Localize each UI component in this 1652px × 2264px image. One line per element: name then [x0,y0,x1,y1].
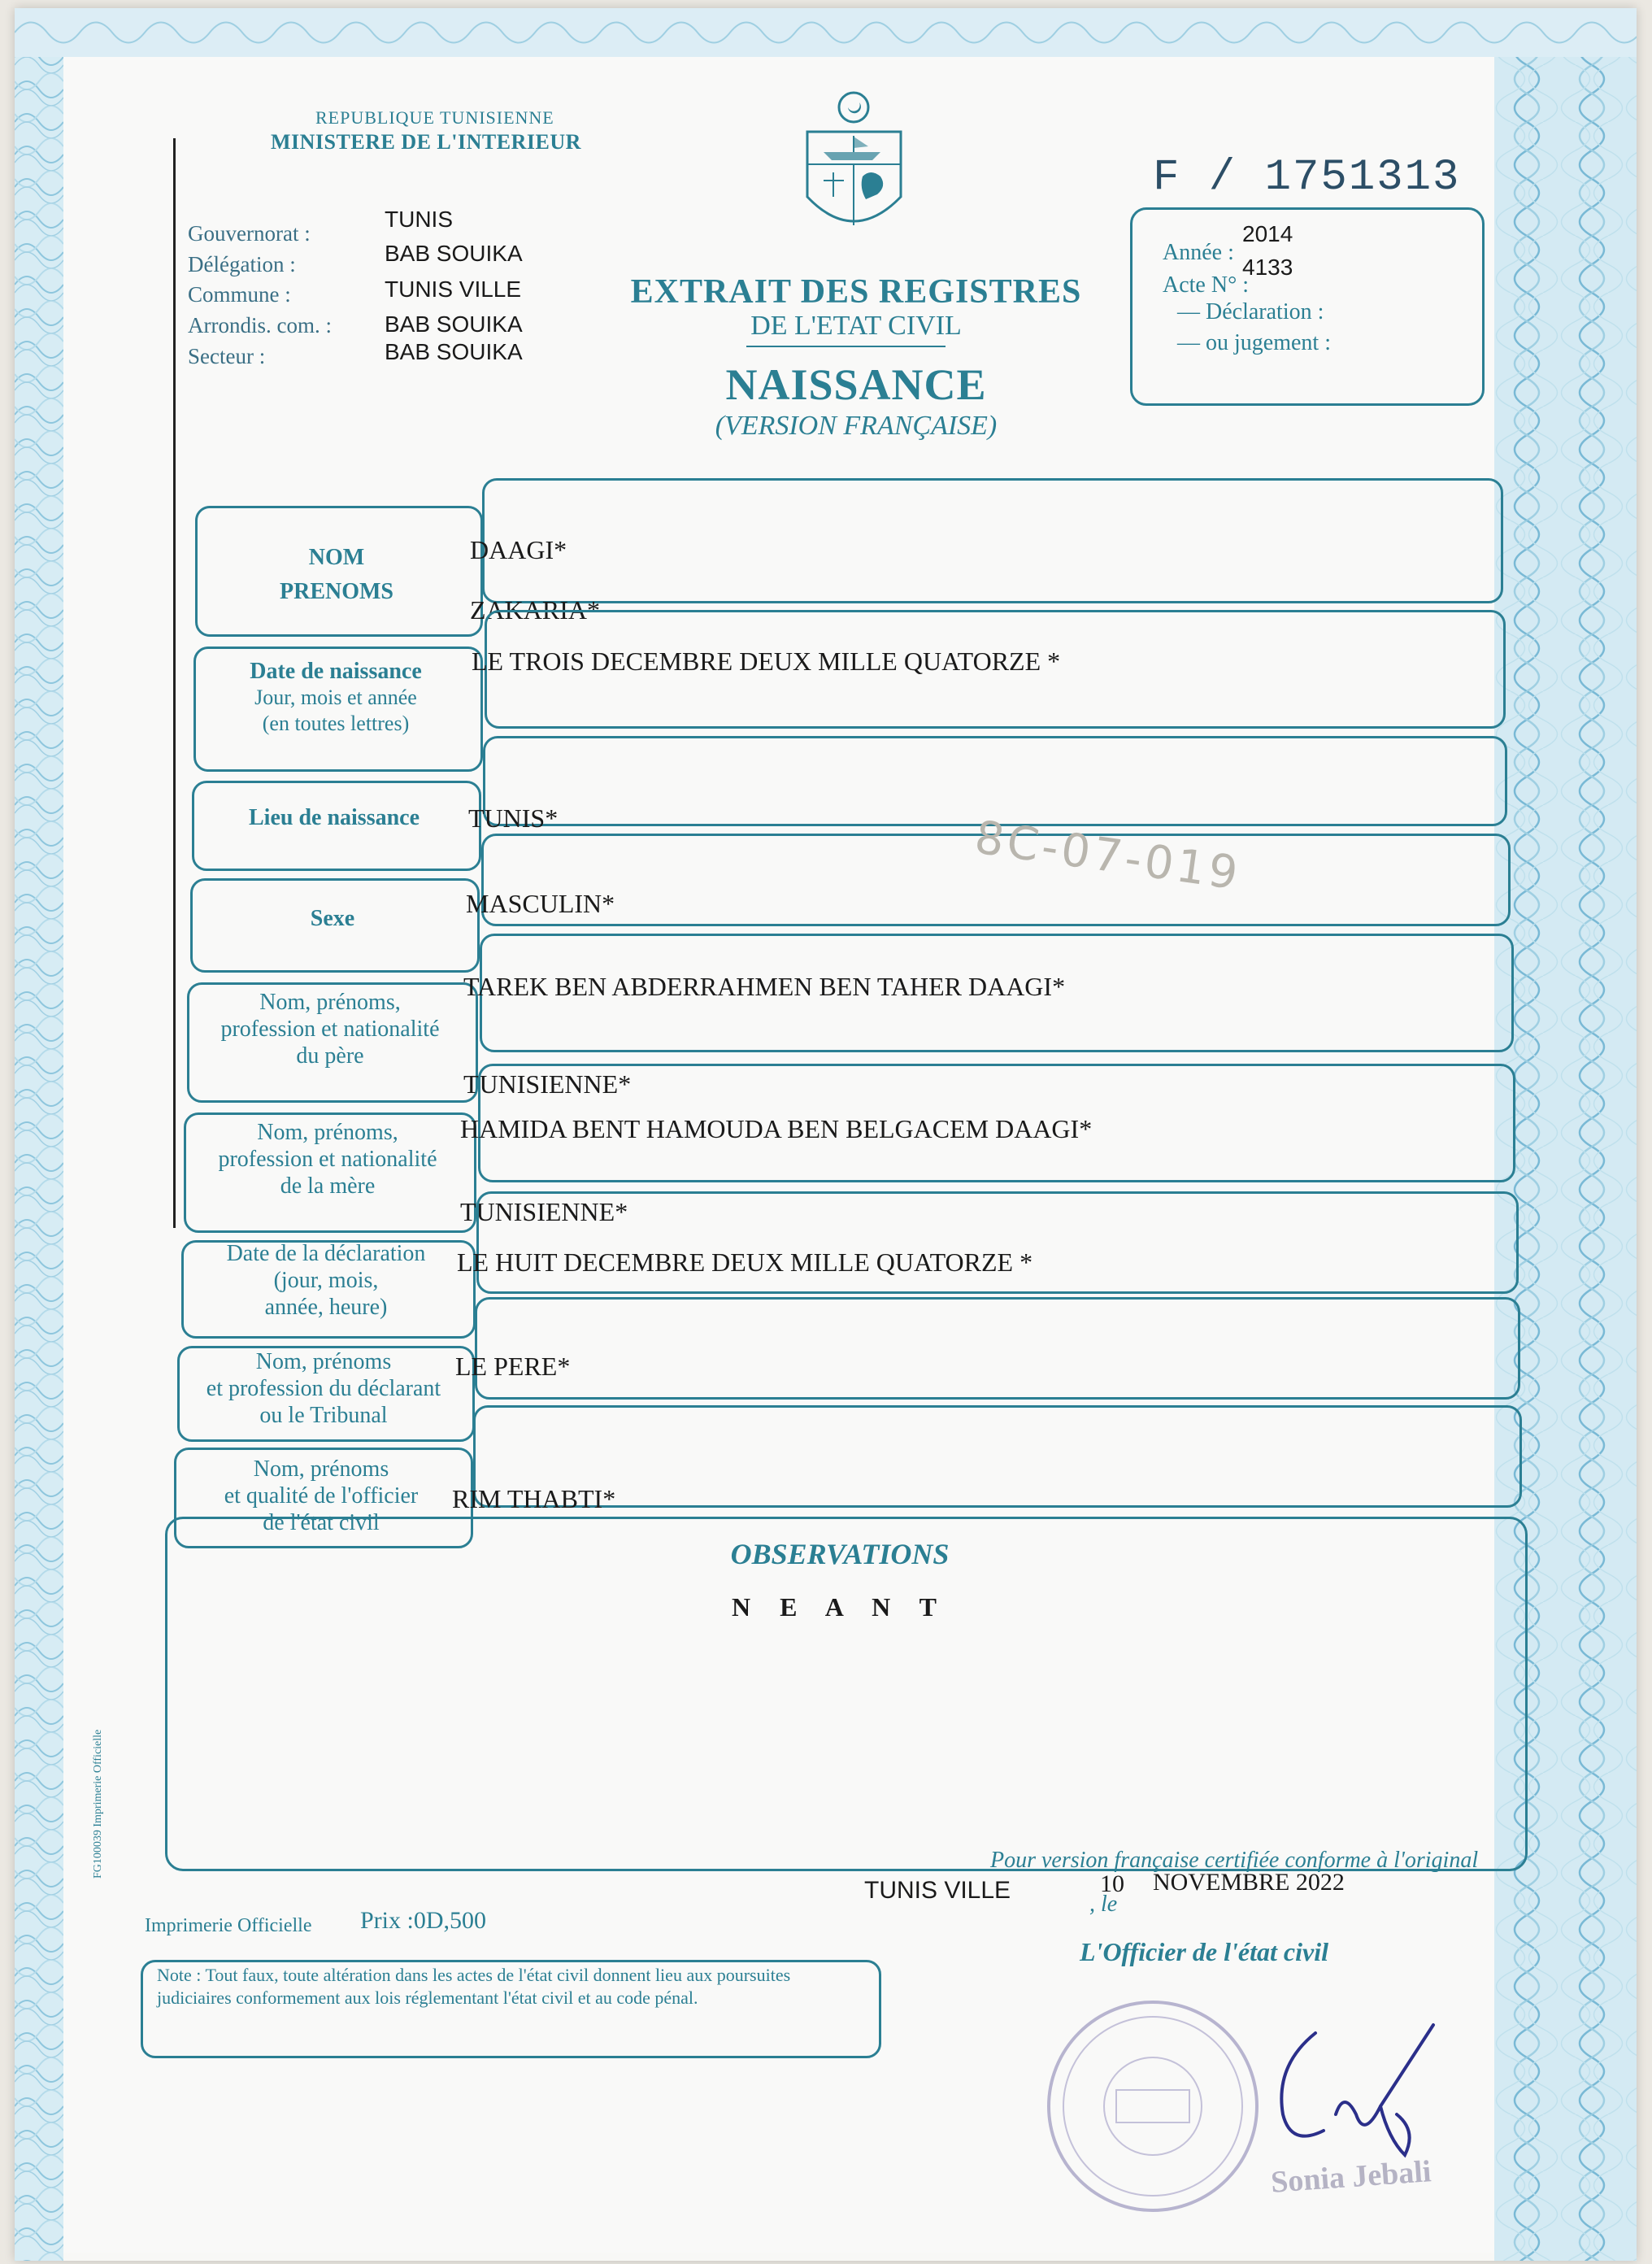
label-declaration-1: Date de la déclaration [226,1241,426,1266]
label-mere-1: Nom, prénoms, [257,1120,398,1145]
footer-le: , le [1089,1892,1118,1917]
admin-value-commune: TUNIS VILLE [385,276,522,302]
serial-number: F / 1751313 [1153,153,1461,202]
row-nom-value-box [482,478,1503,603]
value-nom: DAAGI* [470,535,567,564]
signer-name: Sonia Jebali [1269,2154,1432,2200]
value-pere-nom: TAREK BEN ABDERRAHMEN BEN TAHER DAAGI* [463,972,1066,1001]
admin-value-secteur: BAB SOUIKA [385,339,523,364]
admin-value-delegation: BAB SOUIKA [385,241,523,266]
label-mere-2: profession et nationalité [218,1147,437,1172]
admin-label-delegation: Délégation : [188,252,296,276]
admin-label-gouvernorat: Gouvernorat : [188,221,311,246]
admin-value-arrondissement: BAB SOUIKA [385,311,523,337]
tunisia-coat-of-arms-icon [791,83,917,246]
label-declaration-3: année, heure) [264,1295,388,1320]
label-sexe: Sexe [310,906,355,931]
officer-title: L'Officier de l'état civil [1080,1937,1328,1966]
acte-annee-label: Année : [1163,240,1234,265]
acte-annee-value: 2014 [1242,221,1293,246]
label-declarant-1: Nom, prénoms [255,1349,392,1374]
label-date-naissance-sub2: (en toutes lettres) [262,712,410,735]
title-version-francaise: (VERSION FRANÇAISE) [715,411,998,441]
value-date-declaration: LE HUIT DECEMBRE DEUX MILLE QUATORZE * [457,1247,1033,1277]
row-pere-label [187,989,473,1069]
label-pere-1: Nom, prénoms, [259,990,401,1015]
row-declaration-value-box [476,1191,1519,1294]
title-underline [746,346,946,347]
label-pere-3: du père [296,1043,364,1069]
label-prenoms: PRENOMS [280,579,393,604]
value-prenoms: ZAKARIA* [470,595,600,625]
value-declarant: LE PERE* [455,1352,571,1381]
label-mere-3: de la mère [280,1173,376,1199]
label-officier-3: de l'état civil [263,1510,380,1535]
row-declaration-label [181,1240,471,1321]
label-declarant-2: et profession du déclarant [206,1376,441,1401]
acte-jugement-label: — ou jugement : [1177,330,1331,355]
row-nom-label [195,541,478,609]
value-date-naissance: LE TROIS DECEMBRE DEUX MILLE QUATORZE * [472,647,1061,676]
official-stamp-icon [1039,1992,1267,2220]
side-print-code: FG100039 Imprimerie Officielle [92,1729,104,1879]
value-officier: RIM THABTI* [452,1484,616,1513]
value-sexe: MASCULIN* [466,889,615,918]
admin-label-arrondissement: Arrondis. com. : [188,313,332,337]
title-naissance: NAISSANCE [725,360,987,409]
row-declarant-label [177,1348,470,1429]
top-guilloche-border [15,8,1637,57]
admin-value-gouvernorat: TUNIS [385,207,453,232]
title-extrait: EXTRAIT DES REGISTRES [630,273,1082,311]
row-mere-label [184,1119,472,1199]
left-guilloche-border [15,8,63,2261]
label-pere-2: profession et nationalité [220,1017,440,1042]
acte-declaration-label: — Déclaration : [1177,299,1324,324]
certified-conforme: Pour version française certifiée conforme à l'original [990,1848,1479,1873]
row-declarant-value-box [475,1297,1520,1400]
ministry-label: MINISTERE DE L'INTERIEUR [271,130,581,154]
label-date-naissance-sub1: Jour, mois et année [254,686,417,709]
footer-month-year: NOVEMBRE 2022 [1153,1869,1345,1896]
document-sheet [15,8,1637,2261]
legal-note: Note : Tout faux, toute altération dans les actes de l'état civil donnent lieu aux poursuites judiciaires conformement aux lois réglementant l'état civil et au code pénal. [157,1965,791,2008]
label-officier-2: et qualité de l'officier [224,1483,419,1509]
left-margin-rule [173,138,176,1228]
observations-value: N E A N T [732,1592,948,1622]
pencil-annotation: 8C-07-019 [972,811,1245,901]
footer-day: 10 [1100,1870,1124,1897]
label-officier-1: Nom, prénoms [253,1456,389,1482]
label-declarant-3: ou le Tribunal [259,1403,388,1428]
label-lieu-naissance: Lieu de naissance [248,805,420,830]
officer-signature-icon [1267,2017,1478,2163]
title-etat-civil: DE L'ETAT CIVIL [750,311,962,341]
admin-label-commune: Commune : [188,282,291,307]
observations-title: OBSERVATIONS [730,1538,950,1570]
footer-place: TUNIS VILLE [864,1877,1011,1904]
acte-number-label: Acte N° : [1163,272,1250,298]
label-nom: NOM [308,545,365,570]
row-date-naissance-label [193,659,478,737]
admin-label-secteur: Secteur : [188,344,266,368]
row-officier-value-box [473,1405,1522,1508]
right-guilloche-border [1494,8,1637,2261]
value-mere-nom: HAMIDA BENT HAMOUDA BEN BELGACEM DAAGI* [460,1114,1093,1143]
value-lieu-naissance: TUNIS* [468,803,559,833]
label-date-naissance: Date de naissance [250,659,422,684]
value-mere-nationalite: TUNISIENNE* [460,1197,628,1226]
label-declaration-2: (jour, mois, [273,1268,379,1293]
acte-number-value: 4133 [1242,255,1293,280]
value-pere-nationalite: TUNISIENNE* [463,1069,632,1099]
price-label: Prix :0D,500 [360,1907,487,1934]
printer-label: Imprimerie Officielle [145,1915,312,1936]
republic-label: REPUBLIQUE TUNISIENNE [315,107,554,128]
